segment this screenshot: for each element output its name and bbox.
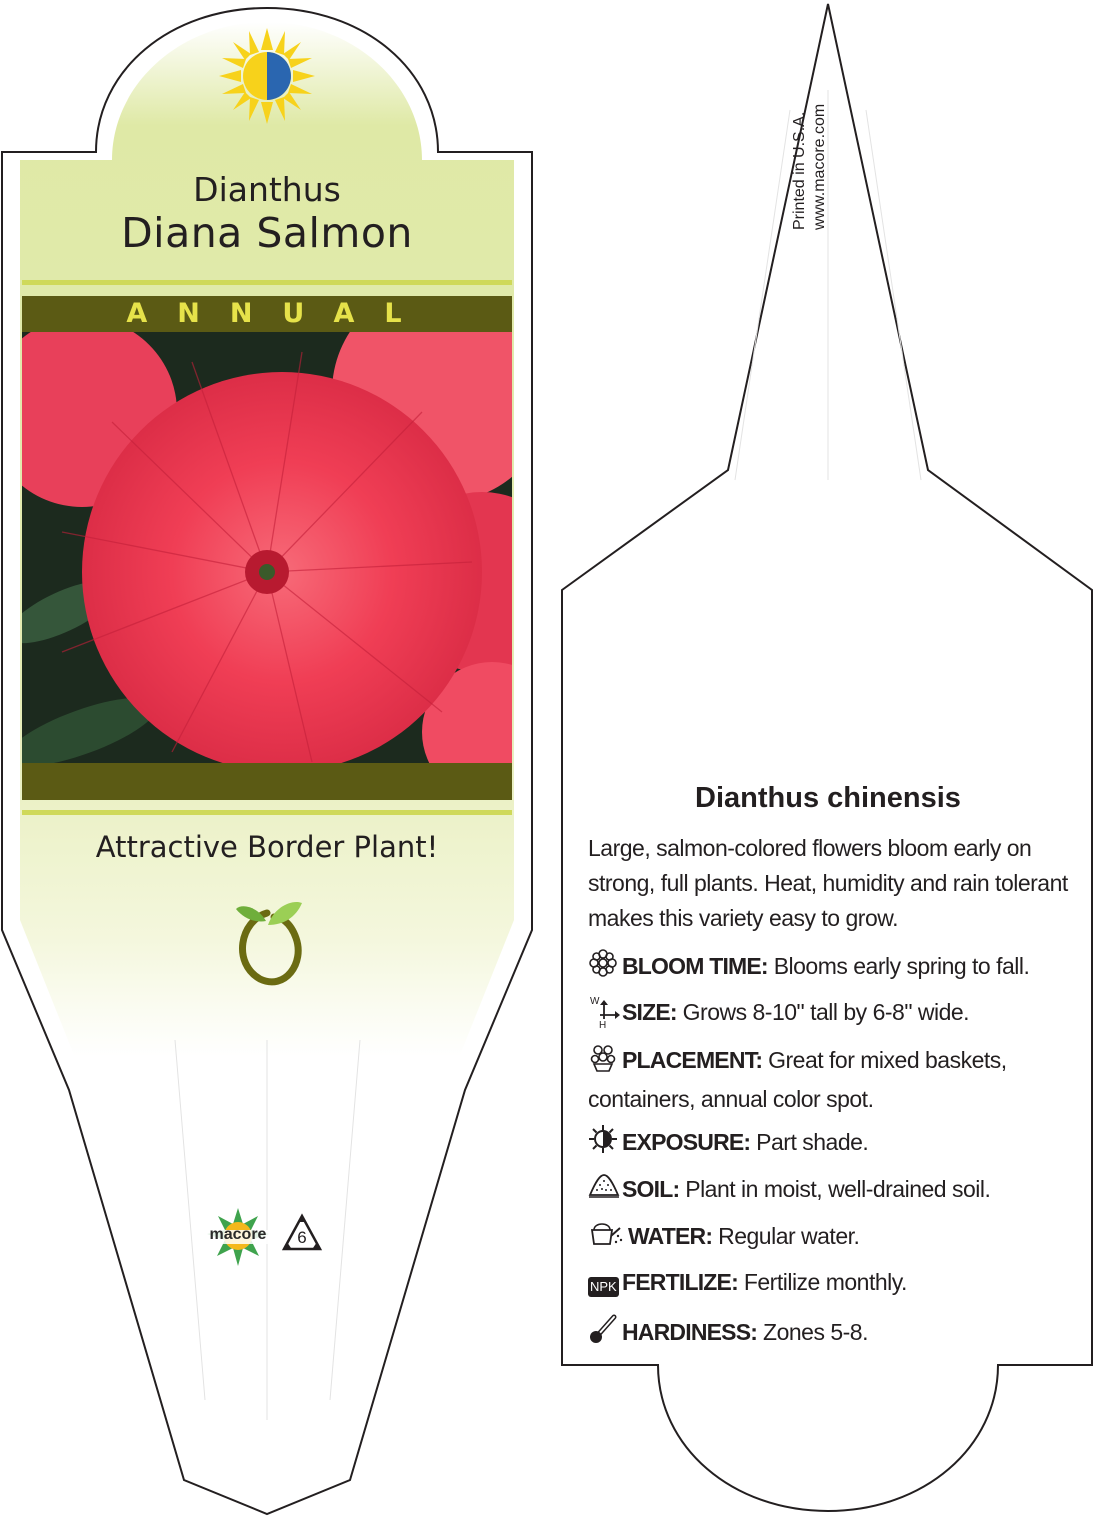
exposure-value: Part shade. xyxy=(756,1129,869,1156)
fertilize-value: Fertilize monthly. xyxy=(743,1269,907,1295)
soil-mound-icon xyxy=(588,1171,620,1201)
size-value: Grows 8-10" tall by 6-8" wide. xyxy=(682,999,970,1025)
sun-part-shade-icon xyxy=(219,28,315,124)
species-name: Dianthus chinensis xyxy=(695,782,961,814)
bloom-time-value: Blooms early spring to fall. xyxy=(773,953,1030,980)
print-info xyxy=(790,60,850,230)
water-label: WATER: xyxy=(628,1223,713,1250)
size-w-text: W xyxy=(590,995,599,1007)
part-shade-sun-icon xyxy=(588,1124,618,1154)
watering-can-icon xyxy=(588,1218,624,1248)
npk-icon: NPK xyxy=(588,1277,619,1297)
flower-photo xyxy=(22,332,512,763)
photo-bottom-band xyxy=(22,763,512,800)
size-h-text: H xyxy=(599,1019,606,1031)
placement-label: PLACEMENT: xyxy=(622,1047,763,1074)
attr-soil xyxy=(588,1171,1078,1211)
attr-bloom-time xyxy=(588,948,1078,988)
plant-type-label: ANNUAL xyxy=(126,298,432,329)
water-value: Regular water. xyxy=(718,1223,860,1250)
flower-icon xyxy=(588,948,618,978)
placement-icon xyxy=(588,1042,618,1072)
sprout-logo-icon xyxy=(230,893,305,988)
soil-value: Plant in moist, well-drained soil. xyxy=(685,1176,991,1203)
tagline: Attractive Border Plant! xyxy=(95,830,439,864)
size-label: SIZE: xyxy=(622,999,677,1025)
divider-line-bottom xyxy=(22,810,512,815)
printed-in: Printed in U.S.A. xyxy=(791,111,808,230)
bloom-time-label: BLOOM TIME: xyxy=(622,953,768,980)
fertilize-label: FERTILIZE: xyxy=(622,1269,738,1295)
placement-value: Great for mixed baskets, containers, annual color spot. xyxy=(588,1047,1007,1112)
exposure-label: EXPOSURE: xyxy=(622,1129,751,1156)
attr-water xyxy=(588,1218,1078,1258)
attr-placement xyxy=(588,1042,1078,1117)
attr-fertilize xyxy=(588,1265,1078,1301)
attr-exposure xyxy=(588,1124,1078,1164)
recycle-number: 6 xyxy=(297,1228,307,1247)
thermometer-icon xyxy=(588,1313,618,1345)
macore-brand-text: macore xyxy=(209,1226,267,1243)
attr-size xyxy=(588,995,1078,1030)
attr-hardiness xyxy=(588,1313,1078,1355)
website: www.macore.com xyxy=(811,103,828,230)
divider-line-top xyxy=(22,280,512,285)
soil-label: SOIL: xyxy=(622,1176,680,1203)
plant-description: Large, salmon-colored flowers bloom early on strong, full plants. Heat, humidity and rain tolerant makes this variety easy to grow. xyxy=(588,835,1068,931)
hardiness-label: HARDINESS: xyxy=(622,1319,758,1346)
variety-name: Diana Salmon xyxy=(121,209,413,257)
genus-name: Dianthus xyxy=(193,170,341,209)
hardiness-value: Zones 5-8. xyxy=(763,1319,868,1346)
